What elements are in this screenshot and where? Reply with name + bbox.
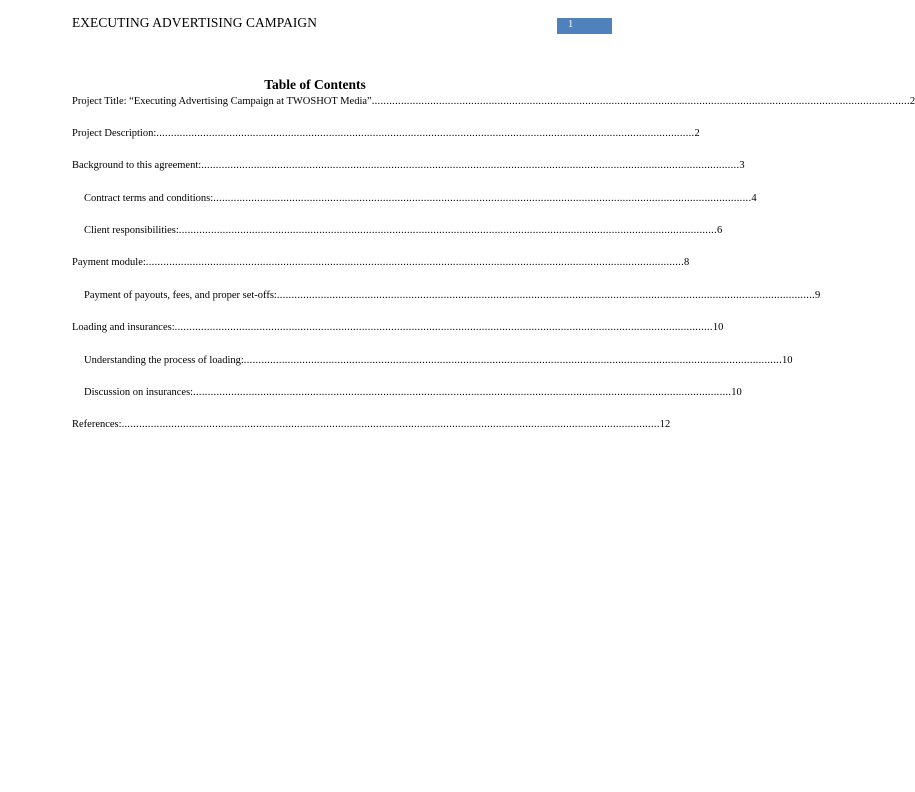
toc-entry-page: 2 bbox=[694, 128, 700, 139]
toc-entry-text: Contract terms and conditions: bbox=[84, 193, 214, 204]
toc-leader-dots: ........................................................................................................................................................................................ bbox=[145, 257, 684, 268]
toc-entry-page: 12 bbox=[659, 419, 671, 430]
toc-entry-page: 2 bbox=[909, 96, 915, 107]
toc-leader-dots: ........................................................................................................................................................................................ bbox=[174, 322, 713, 333]
toc-entry-contract-terms[interactable] bbox=[84, 193, 757, 207]
toc-entry-page: 10 bbox=[731, 387, 742, 398]
toc-leader-dots: ........................................................................................................................................................................................ bbox=[243, 355, 782, 366]
toc-entry-text: References: bbox=[72, 419, 122, 430]
toc-entry-background[interactable] bbox=[72, 160, 745, 174]
toc-entry-client-responsibilities[interactable] bbox=[84, 225, 723, 239]
toc-entry-page: 6 bbox=[717, 225, 723, 236]
toc-entry-page: 10 bbox=[782, 355, 793, 366]
toc-entry-loading-process[interactable] bbox=[84, 355, 793, 369]
toc-entry-discussion-insurances[interactable] bbox=[84, 387, 742, 401]
toc-leader-dots: ........................................................................................................................................................................................ bbox=[178, 225, 717, 236]
toc-entry-text: Project Title: “Executing Advertising Campaign at TWOSHOT Media” bbox=[72, 96, 372, 107]
toc-entry-loading-insurances[interactable] bbox=[72, 322, 724, 336]
toc-entry-text: Background to this agreement: bbox=[72, 160, 202, 171]
toc-title: Table of Contents bbox=[264, 77, 366, 92]
page-number: 1 bbox=[568, 19, 574, 30]
toc-entry-text: Payment module: bbox=[72, 257, 146, 268]
toc-entry-page: 3 bbox=[739, 160, 745, 171]
toc-leader-dots: ........................................................................................................................................................................................ bbox=[156, 128, 695, 139]
toc-entry-payment-payouts[interactable] bbox=[84, 290, 821, 304]
toc-entry-project-description[interactable] bbox=[72, 128, 700, 142]
toc-entry-text: Understanding the process of loading: bbox=[84, 355, 244, 366]
toc-entry-payment-module[interactable] bbox=[72, 257, 690, 271]
toc-entry-text: Project Description: bbox=[72, 128, 157, 139]
toc-leader-dots: ........................................................................................................................................................................................ bbox=[371, 96, 910, 107]
toc-leader-dots: ........................................................................................................................................................................................ bbox=[213, 193, 752, 204]
running-head: EXECUTING ADVERTISING CAMPAIGN bbox=[72, 15, 317, 30]
toc-leader-dots: ........................................................................................................................................................................................ bbox=[201, 160, 740, 171]
toc-entry-project-title[interactable] bbox=[72, 96, 915, 110]
toc-entry-text: Payment of payouts, fees, and proper set-offs: bbox=[84, 290, 277, 301]
toc-leader-dots: ........................................................................................................................................................................................ bbox=[193, 387, 732, 398]
toc-entry-references[interactable] bbox=[72, 419, 671, 433]
toc-entry-page: 10 bbox=[712, 322, 724, 333]
toc-entry-page: 4 bbox=[751, 193, 757, 204]
toc-leader-dots: ........................................................................................................................................................................................ bbox=[276, 290, 816, 301]
page-number-box bbox=[557, 18, 612, 34]
toc-entry-text: Discussion on insurances: bbox=[84, 387, 194, 398]
toc-leader-dots: ........................................................................................................................................................................................ bbox=[121, 419, 660, 430]
toc-entry-page: 9 bbox=[815, 290, 821, 301]
page-header bbox=[0, 0, 612, 40]
toc-entry-text: Client responsibilities: bbox=[84, 225, 179, 236]
toc-entry-page: 8 bbox=[684, 257, 690, 268]
toc-entry-text: Loading and insurances: bbox=[72, 322, 175, 333]
